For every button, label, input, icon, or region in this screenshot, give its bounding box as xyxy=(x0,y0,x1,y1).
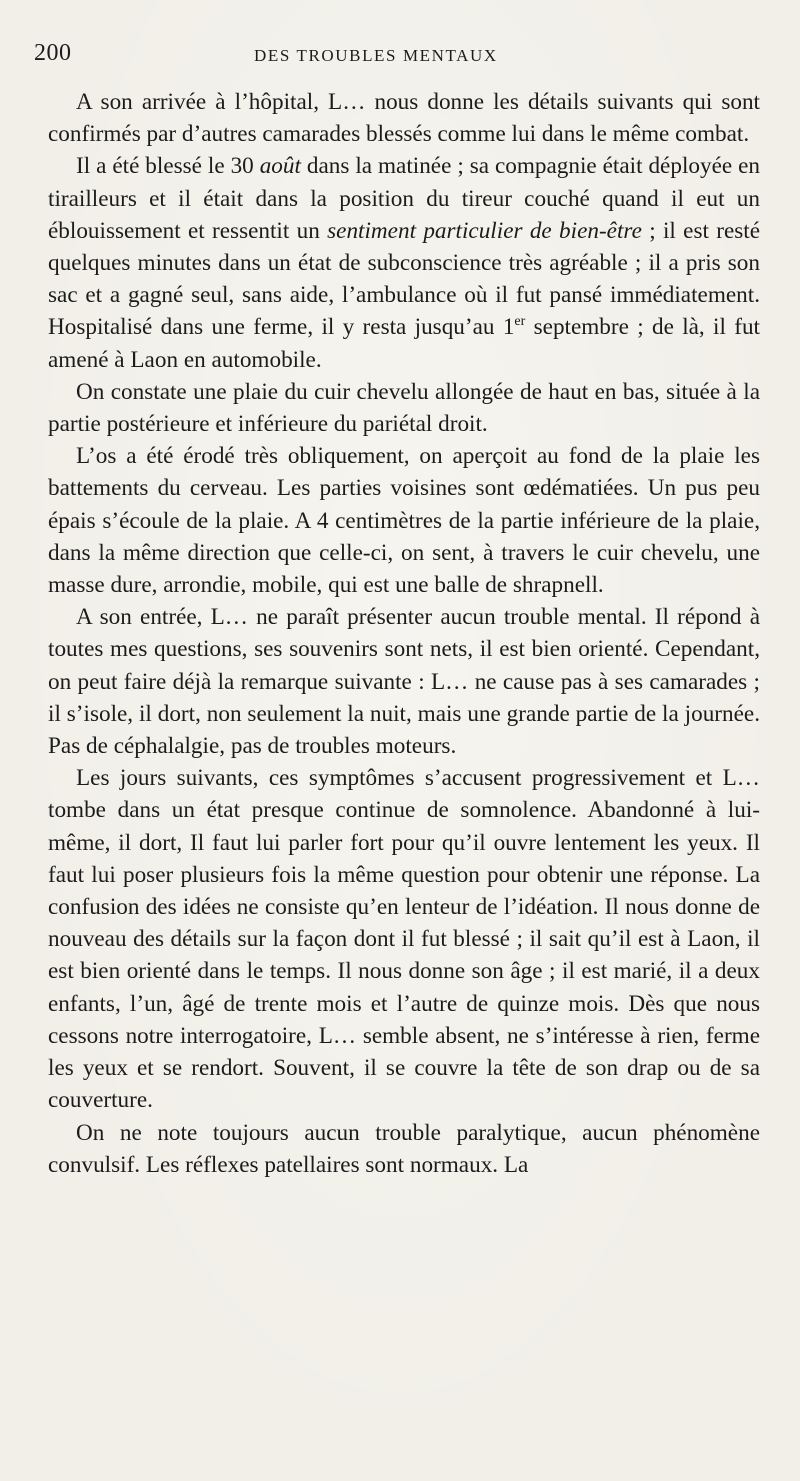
paragraph-bone: L’os a été érodé très obliquement, on aperçoit au fond de la plaie les battements du cerveau. Les parties voisines sont œdématiées. Un pus peu épais s’écoule de la plaie. A 4 centimètres de la partie inférieure de la plaie, dans la même direction que celle-ci, on sent, à travers le cuir chevelu, une masse dure, arrondie, mobile, qui est une balle de shrapnell. xyxy=(48,443,760,599)
page-number: 200 xyxy=(34,40,72,66)
paragraph-reflexes: On ne note toujours aucun trouble paralytique, aucun phénomène convulsif. Les réflexes patellaires sont normaux. La xyxy=(48,1119,760,1178)
page-header xyxy=(34,40,774,74)
text-run: Il a été blessé le 30 xyxy=(76,153,260,180)
paragraph-following-days: Les jours suivants, ces symptômes s’accusent progressivement et L… tombe dans un état presque continue de somnolence. Abandonné à lui-même, il dort, Il faut lui parler fort pour qu’il ouvre lentement les yeux. Il faut lui poser plusieurs fois la même question pour obtenir une réponse. La confusion des idées ne consiste qu’en lenteur de l’idéation. Il nous donne de nouveau des détails sur la façon dont il fut blessé ; il sait qu’il est à Laon, il est bien orienté dans le temps. Il nous donne son âge ; il est marié, il a deux enfants, l’un, âgé de trente mois et l’autre de quinze mois. Dès que nous cessons notre interrogatoire, L… semble absent, ne s’intéresse à rien, ferme les yeux et se rendort. Souvent, il se couvre la tête de son drap ou de sa couverture. xyxy=(48,765,760,1114)
paragraph-wound: On constate une plaie du cuir chevelu allongée de haut en bas, située à la partie postérieure et inférieure du pariétal droit. xyxy=(48,378,760,438)
italic-text: août xyxy=(259,153,301,180)
italic-text: sentiment particulier de bien-être xyxy=(327,217,642,244)
running-title: DES TROUBLES MENTAUX xyxy=(254,46,498,65)
superscript: er xyxy=(514,314,526,330)
text-run: ; il est resté quelques minutes dans un état de subconscience très agréable ; il a pris son sac et a gagné seul, sans aide, l’ambulance où il fut pansé immédiatement. Hospitalisé dans une ferme, il y resta jusqu’au 1 xyxy=(48,217,761,341)
paragraph-arrival: A son arrivée à l’hôpital, L… nous donne les détails suivants qui sont confirmés par d’autres camarades blessés comme lui dans le même combat. xyxy=(48,89,760,148)
text-run: septembre ; de là, il fut amené à Laon en automobile. xyxy=(48,314,761,373)
paragraph-injury xyxy=(48,150,760,375)
text-run: dans la matinée ; sa compagnie était déployée en tirailleurs et il était dans la position du tireur couché quand il eut un éblouissement et ressentit un xyxy=(48,153,760,244)
body-text xyxy=(48,86,760,1181)
paragraph-entry: A son entrée, L… ne paraît présenter aucun trouble mental. Il répond à toutes mes questions, ses souvenirs sont nets, il est bien orienté. Cependant, on peut faire déjà la remarque suivante : L… ne cause pas à ses camarades ; il s’isole, il dort, non seulement la nuit, mais une grande partie de la journée. Pas de céphalalgie, pas de troubles moteurs. xyxy=(48,604,760,760)
